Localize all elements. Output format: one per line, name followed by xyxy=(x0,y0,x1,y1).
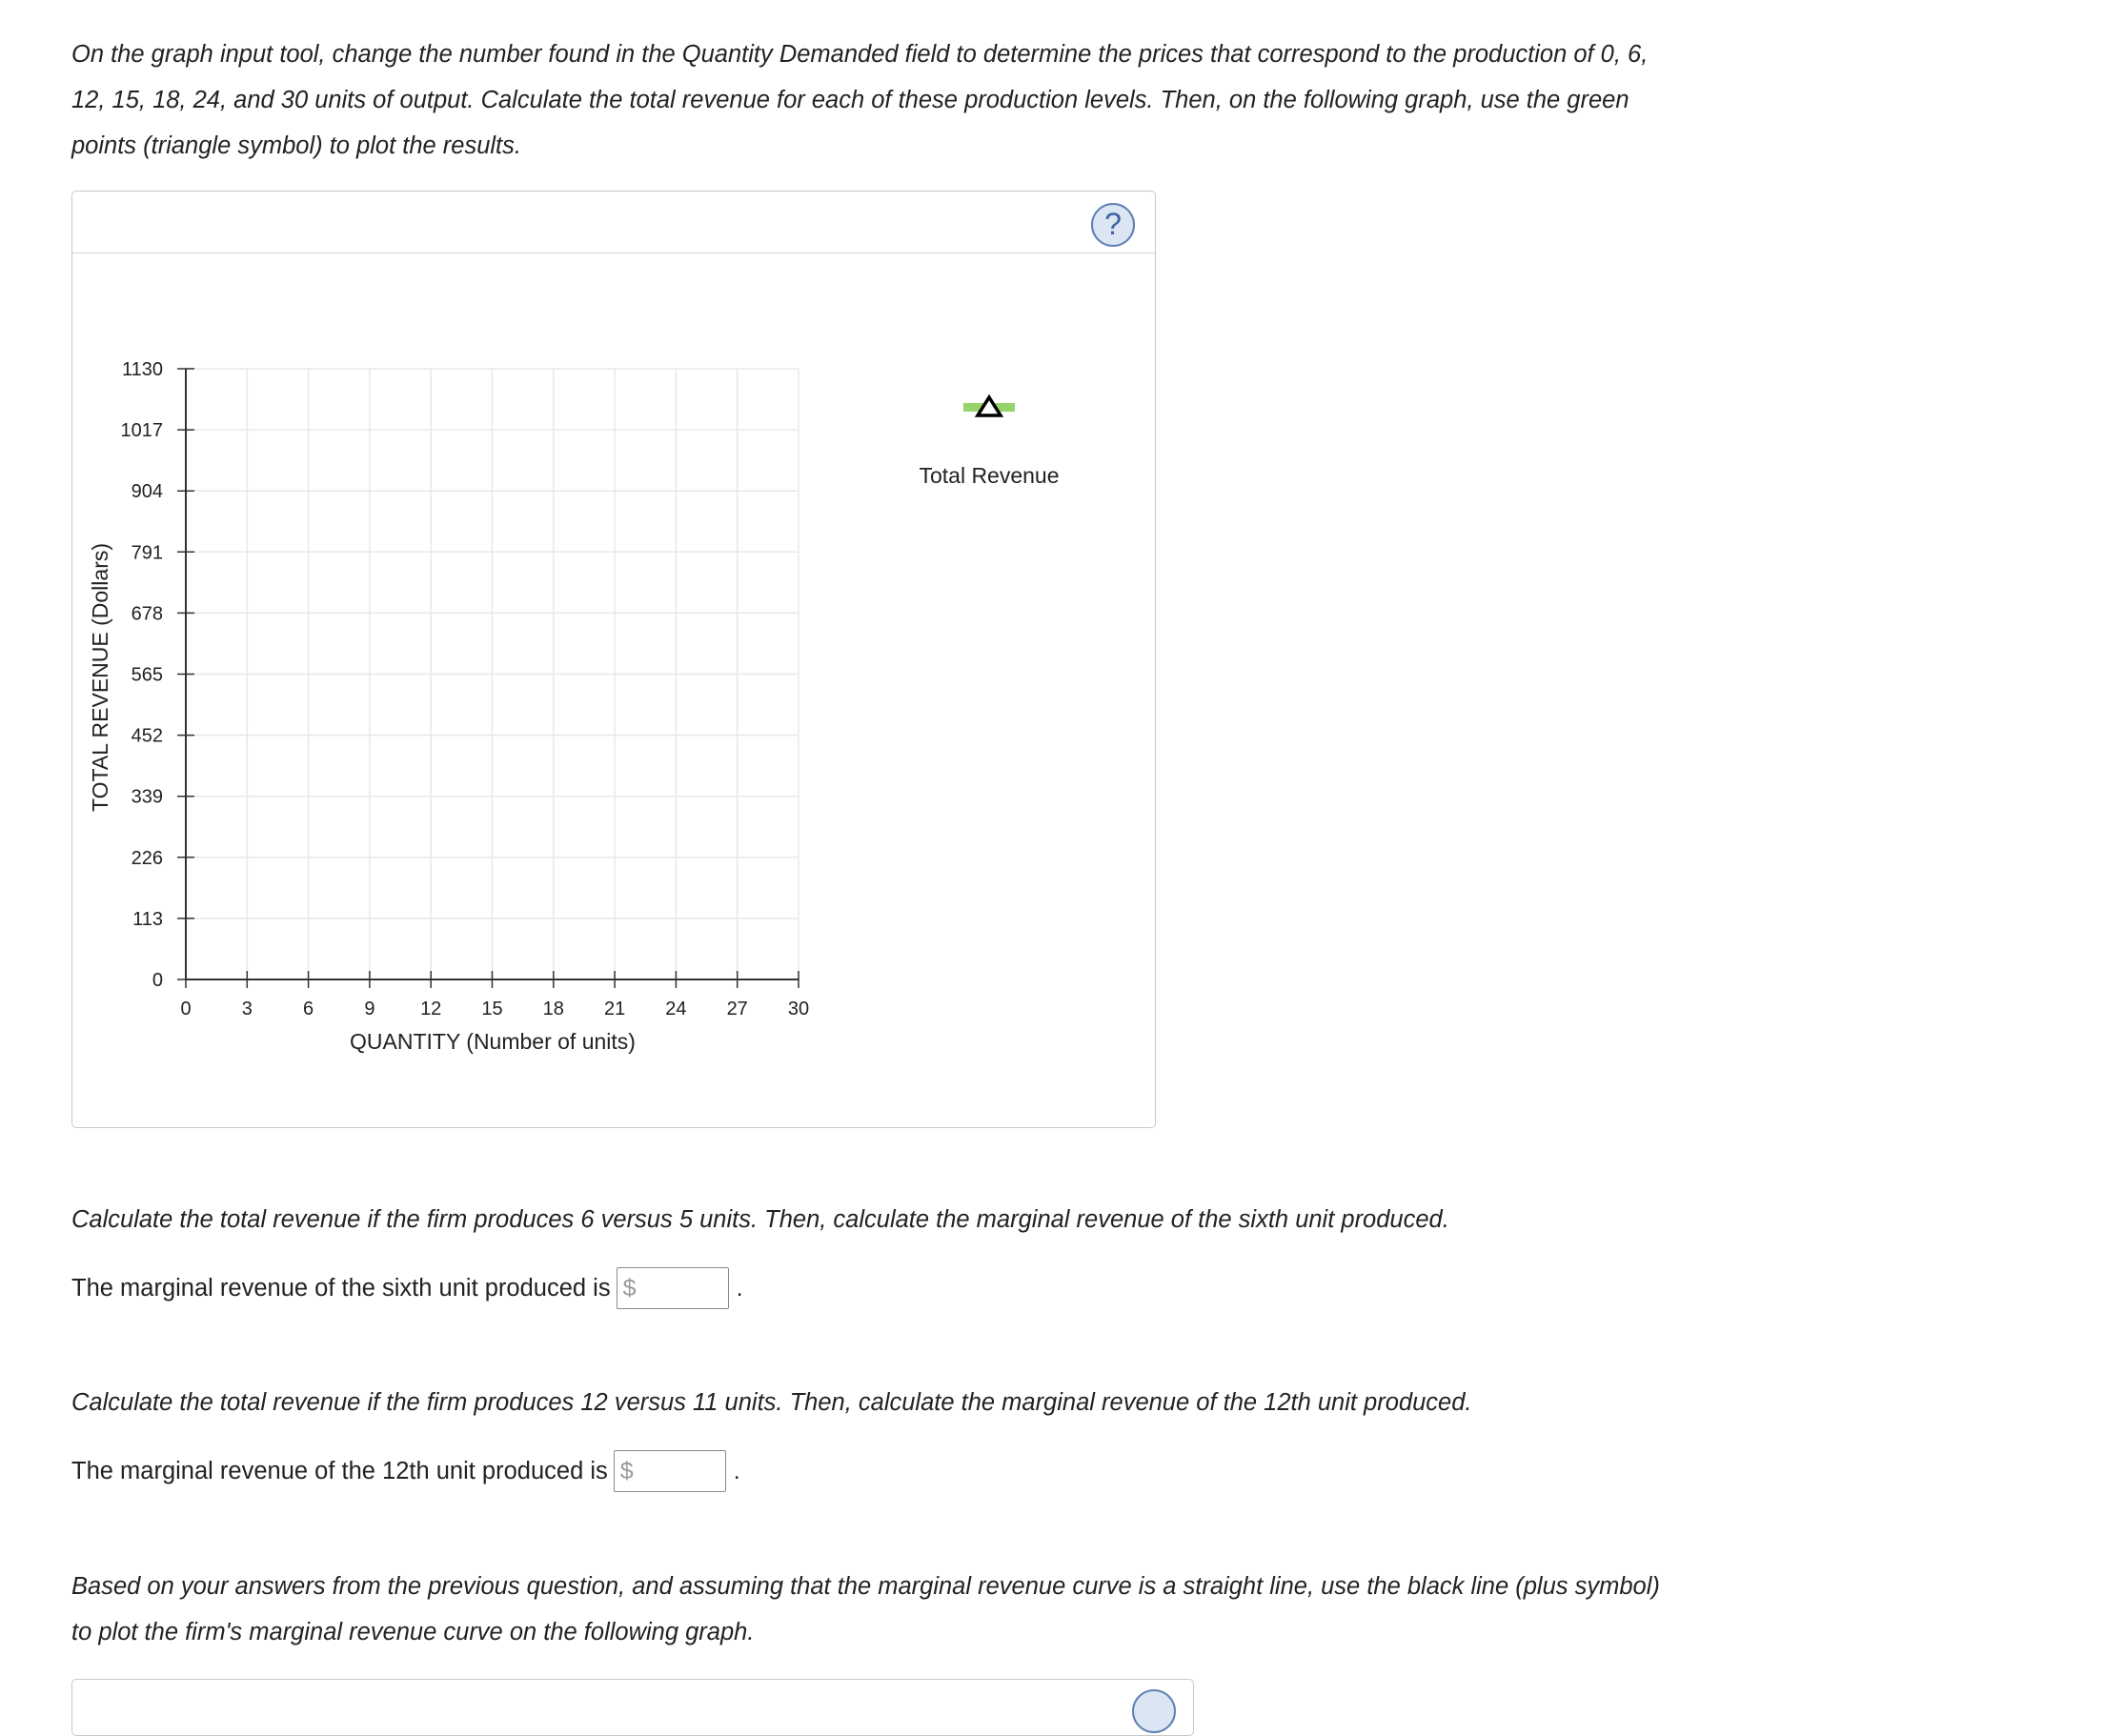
help-icon[interactable]: ? xyxy=(1091,203,1135,247)
instructions-line-3: points (triangle symbol) to plot the results. xyxy=(71,132,521,159)
x-tick-label: 9 xyxy=(364,999,375,1019)
question-1-label: The marginal revenue of the sixth unit produced is xyxy=(71,1274,611,1302)
x-tick-label: 24 xyxy=(665,999,687,1019)
total-revenue-chart[interactable] xyxy=(0,0,1172,1134)
chart-grid xyxy=(186,369,799,979)
x-tick-label: 27 xyxy=(726,999,748,1019)
question-2-prompt: Calculate the total revenue if the firm produces 12 versus 11 units. Then, calculate the marginal revenue of the 12th unit produced. xyxy=(71,1389,1472,1416)
chart-ticks xyxy=(121,359,810,1019)
y-tick-label: 339 xyxy=(131,786,163,808)
help-icon[interactable] xyxy=(1132,1689,1176,1733)
y-tick-label: 904 xyxy=(131,481,163,503)
x-tick-label: 18 xyxy=(542,999,564,1019)
dollar-sign: $ xyxy=(619,1457,634,1484)
question-2-label: The marginal revenue of the 12th unit produced is xyxy=(71,1457,608,1484)
x-tick-label: 30 xyxy=(787,999,810,1019)
question-3-line-2: to plot the firm's marginal revenue curve on the following graph. xyxy=(71,1619,755,1645)
y-tick-label: 452 xyxy=(131,725,163,747)
y-tick-label: 565 xyxy=(131,664,163,686)
sentence-end: . xyxy=(733,1457,740,1484)
y-tick-label: 1017 xyxy=(120,420,163,442)
y-axis-title: TOTAL REVENUE (Dollars) xyxy=(88,542,112,813)
x-tick-label: 21 xyxy=(603,999,626,1019)
question-3-line-1: Based on your answers from the previous question, and assuming that the marginal revenue curve is a straight line, use the black line (plus symbol) xyxy=(71,1573,1660,1600)
x-tick-label: 3 xyxy=(241,999,253,1019)
x-tick-label: 12 xyxy=(420,999,442,1019)
y-tick-label: 113 xyxy=(132,908,163,930)
x-tick-label: 15 xyxy=(481,999,503,1019)
y-tick-label: 791 xyxy=(131,542,163,564)
marginal-revenue-graph-panel xyxy=(71,1679,1194,1736)
x-tick-label: 0 xyxy=(180,999,192,1019)
question-2-answer xyxy=(71,1450,740,1492)
marginal-revenue-6th-input[interactable] xyxy=(636,1271,716,1305)
sentence-end: . xyxy=(736,1274,743,1302)
y-tick-label: 678 xyxy=(131,603,163,625)
marginal-revenue-12th-field[interactable] xyxy=(614,1450,726,1492)
y-tick-label: 0 xyxy=(152,970,163,991)
marginal-revenue-6th-field[interactable] xyxy=(617,1267,729,1309)
legend[interactable] xyxy=(919,397,1059,488)
legend-label: Total Revenue xyxy=(919,463,1060,488)
y-tick-label: 226 xyxy=(131,847,163,869)
question-1-answer xyxy=(71,1267,743,1309)
y-tick-label: 1130 xyxy=(121,359,163,380)
dollar-sign: $ xyxy=(622,1274,637,1302)
x-tick-label: 6 xyxy=(303,999,314,1019)
instructions-line-2: 12, 15, 18, 24, and 30 units of output. Calculate the total revenue for each of these production levels. Then, on the following graph, use the green xyxy=(71,87,1629,113)
question-1-prompt: Calculate the total revenue if the firm produces 6 versus 5 units. Then, calculate the marginal revenue of the sixth unit produced. xyxy=(71,1206,1449,1233)
x-axis-title: QUANTITY (Number of units) xyxy=(350,1029,636,1054)
instructions-line-1: On the graph input tool, change the number found in the Quantity Demanded field to determine the prices that correspond to the production of 0, 6, xyxy=(71,41,1649,68)
marginal-revenue-12th-input[interactable] xyxy=(634,1454,714,1488)
